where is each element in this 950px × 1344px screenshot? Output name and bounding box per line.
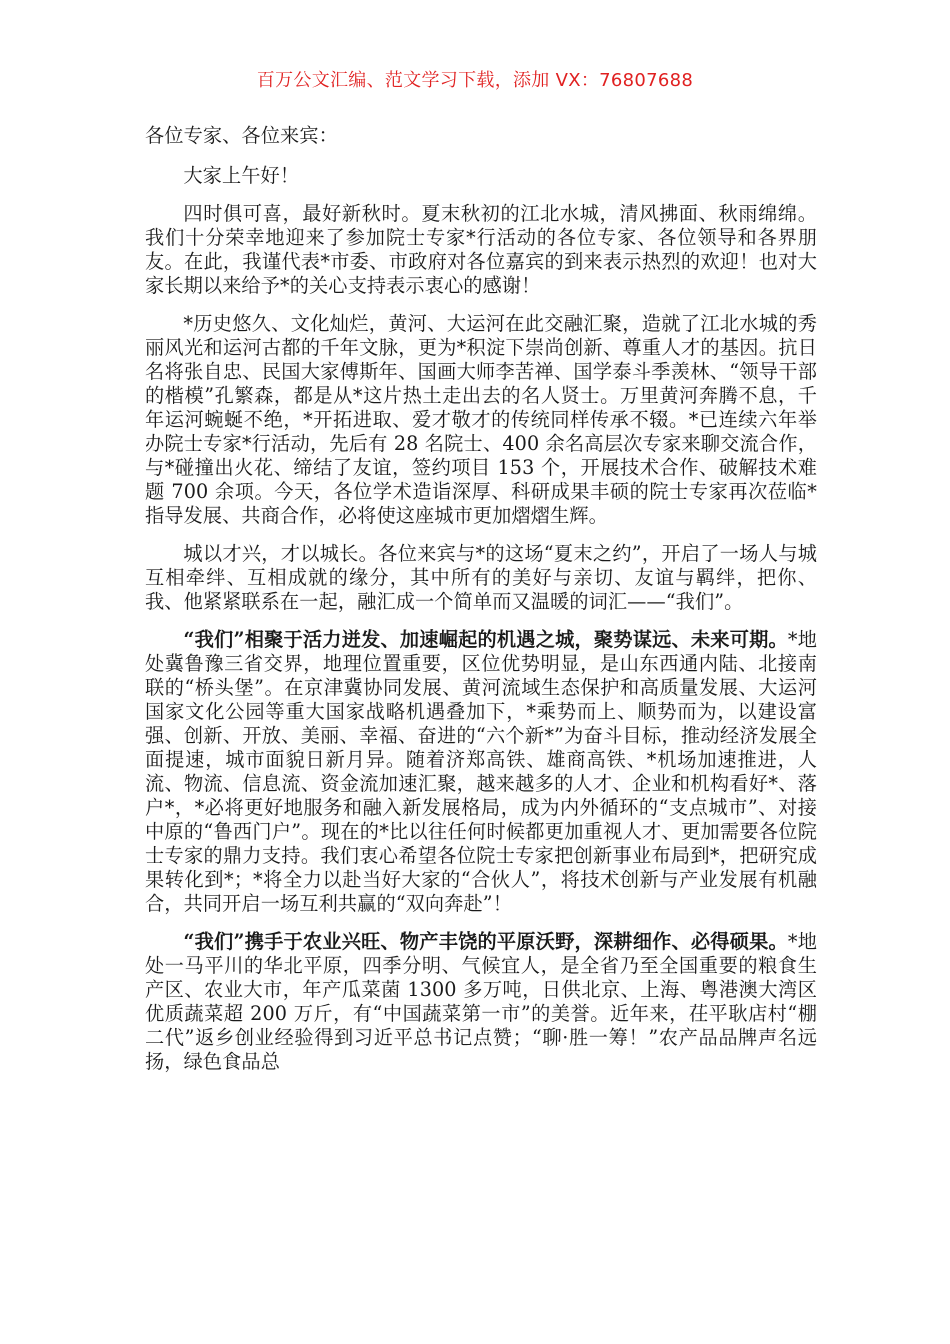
paragraph-opportunity-city (145, 628, 817, 916)
paragraph-history: *历史悠久、文化灿烂，黄河、大运河在此交融汇聚，造就了江北水城的秀丽风光和运河古都的千年文脉，更为*积淀下崇尚创新、尊重人才的基因。抗日名将张自忠、民国大家傅斯年、国画大师李苦禅、国学泰斗季羡林、“领导干部的楷模”孔繁森，都是从*这片热土走出去的名人贤士。万里黄河奔腾不息，千年运河蜿蜒不绝，*开拓进取、爱才敬才的传统同样传承不辍。*已连续六年举办院士专家*行活动，先后有 28 名院士、400 余名高层次专家来聊交流合作，与*碰撞出火花、缔结了友谊，签约项目 153 个，开展技术合作、破解技术难题 700 余项。今天，各位学术造诣深厚、科研成果丰硕的院士专家再次莅临*指导发展、共商合作，必将使这座城市更加熠熠生辉。 (145, 312, 817, 527)
paragraph-agriculture-heading: “我们”携手于农业兴旺、物产丰饶的平原沃野，深耕细作、必得硕果。 (183, 930, 788, 953)
document-body (145, 124, 817, 1088)
paragraph-city-talent: 城以才兴，才以城长。各位来宾与*的这场“夏末之约”，开启了一场人与城互相牵绊、互相成就的缘分，其中所有的美好与亲切、友谊与羁绊，把你、我、他紧紧联系在一起，融汇成一个简单而又温暖的词汇——“我们”。 (145, 542, 817, 613)
salutation: 各位专家、各位来宾： (145, 124, 338, 147)
paragraph-opening: 四时俱可喜，最好新秋时。夏末秋初的江北水城，清风拂面、秋雨绵绵。我们十分荣幸地迎来了参加院士专家*行活动的各位专家、各位领导和各界朋友。在此，我谨代表*市委、市政府对各位嘉宾的到来表示热烈的欢迎！也对大家长期以来给予*的关心支持表示衷心的感谢！ (145, 202, 817, 297)
paragraph-agriculture-text: *地处一马平川的华北平原，四季分明、气候宜人，是全省乃至全国重要的粮食生产区、农业大市，年产瓜菜菌 1300 多万吨，日供北京、上海、粤港澳大湾区优质蔬菜超 200 万斤，有“中国蔬菜第一市”的美誉。近年来，茌平耿店村“棚二代”返乡创业经验得到习近平总书记点赞；“聊·胜一筹！”农产品品牌声名远扬，绿色食品总 (145, 930, 818, 1073)
paragraph-agriculture (145, 930, 817, 1074)
download-banner: 百万公文汇编、范文学习下载，添加 VX：76807688 (256, 70, 694, 91)
paragraph-opportunity-heading: “我们”相聚于活力迸发、加速崛起的机遇之城，聚势谋远、未来可期。 (183, 628, 788, 651)
paragraph-opportunity-text: *地处冀鲁豫三省交界，地理位置重要，区位优势明显，是山东西通内陆、北接南联的“桥头堡”。在京津冀协同发展、黄河流域生态保护和高质量发展、大运河国家文化公园等重大国家战略机遇叠加下，*乘势而上、顺势而为，以建设富强、创新、开放、美丽、幸福、奋进的“六个新*”为奋斗目标，推动经济发展全面提速，城市面貌日新月异。随着济郑高铁、雄商高铁、*机场加速推进，人流、物流、信息流、资金流加速汇聚，越来越多的人才、企业和机构看好*、落户*，*必将更好地服务和融入新发展格局，成为内外循环的“支点城市”、对接中原的“鲁西门户”。现在的*比以往任何时候都更加重视人才、更加需要各位院士专家的鼎力支持。我们衷心希望各位院士专家把创新事业布局到*，把研究成果转化到*；*将全力以赴当好大家的“合伙人”，将技术创新与产业发展有机融合，共同开启一场互利共赢的“双向奔赴”！ (145, 628, 818, 915)
greeting: 大家上午好！ (183, 164, 300, 187)
